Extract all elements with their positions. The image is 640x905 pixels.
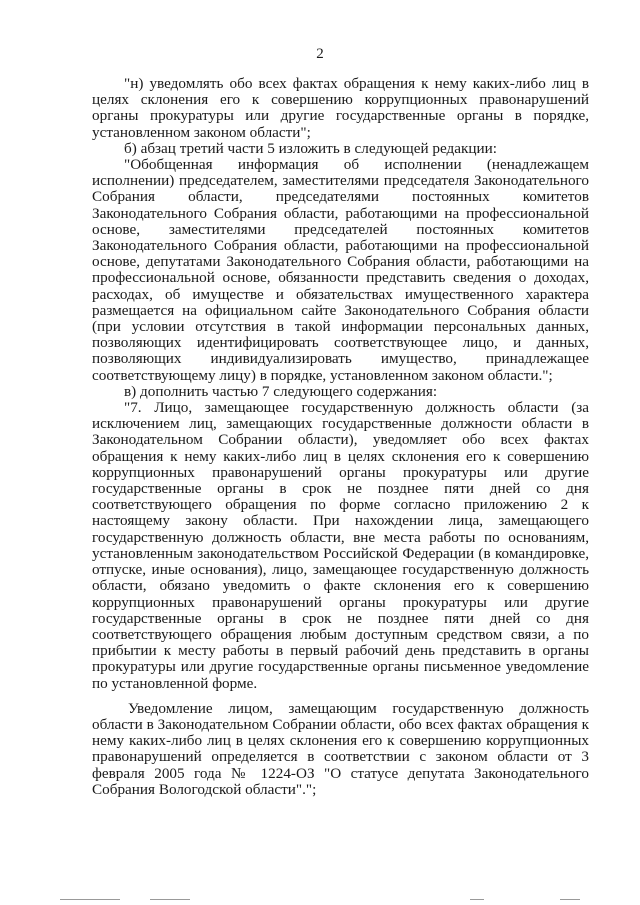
paragraph-summary-info: "Обобщенная информация об исполнении (ненадлежащем исполнении) председателем, заместителями председателя Законодательного Собрания области, председателями постоянных комитетов Законодательного Собрания области, работающими на профессиональной основе, заместителями председателей постоянных комитетов Законодательного Собрания области, работающими на профессиональной основе, депутатами Законодательного Собрания области, работающими на профессиональной основе, обязанности представить сведения о доходах, расходах, об имуществе и обязательствах имущественного характера размещается на официальном сайте Законодательного Собрания области (при условии отсутствия в такой информации персональных данных, позволяющих идентифицировать соответствующее лицо, и данных, позволяющих индивидуализировать имущество, принадлежащее соответствующему лицу) в порядке, установленном законом области.";: [92, 156, 589, 384]
paragraph-notification: Уведомление лицом, замещающим государственную должность области в Законодательном Собрании области, обо всех фактах обращения к нему каких-либо лиц в целях склонения его к совершению коррупционных правонарушений определяется в соответствии с законом области от 3 февраля 2005 года № 1224-ОЗ "О статусе депутата Законодательного Собрания Вологодской области".";: [92, 699, 589, 798]
paragraph-item-n: "н) уведомлять обо всех фактах обращения к нему каких-либо лиц в целях склонения его к совершению коррупционных правонарушений органы прокуратуры или другие государственные органы в порядке, установленном законом области";: [92, 75, 589, 141]
paragraph-item-v: в) дополнить частью 7 следующего содержания:: [124, 382, 438, 400]
paragraph-part-7: "7. Лицо, замещающее государственную должность области (за исключением лиц, замещающих государственные должности области в Законодательном Собрании области), уведомляет обо всех фактах обращения к нему каких-либо лиц в целях склонения его к совершению коррупционных правонарушений органы прокуратуры или другие государственные органы в срок не позднее пяти дней со дня соответствующего обращения по форме согласно приложению 2 к настоящему закону области. При нахождении лица, замещающего государственную должность области, вне места работы по основаниям, установленным законодательством Российской Федерации (в командировке, отпуске, иные основания), лицо, замещающее государственную должность области, обязано уведомить о факте склонения его к совершению коррупционных правонарушений органы прокуратуры или другие государственные органы в срок не позднее пяти дней со дня соответствующего обращения любым доступным средством связи, а по прибытии к месту работы в первый рабочий день представить в органы прокуратуры или другие государственные органы письменное уведомление по установленной форме.: [92, 399, 589, 692]
page-number: 2: [316, 46, 324, 62]
document-body: [92, 76, 589, 798]
scan-footer-marks: [0, 897, 640, 903]
paragraph-item-b: б) абзац третий части 5 изложить в следующей редакции:: [124, 139, 497, 157]
